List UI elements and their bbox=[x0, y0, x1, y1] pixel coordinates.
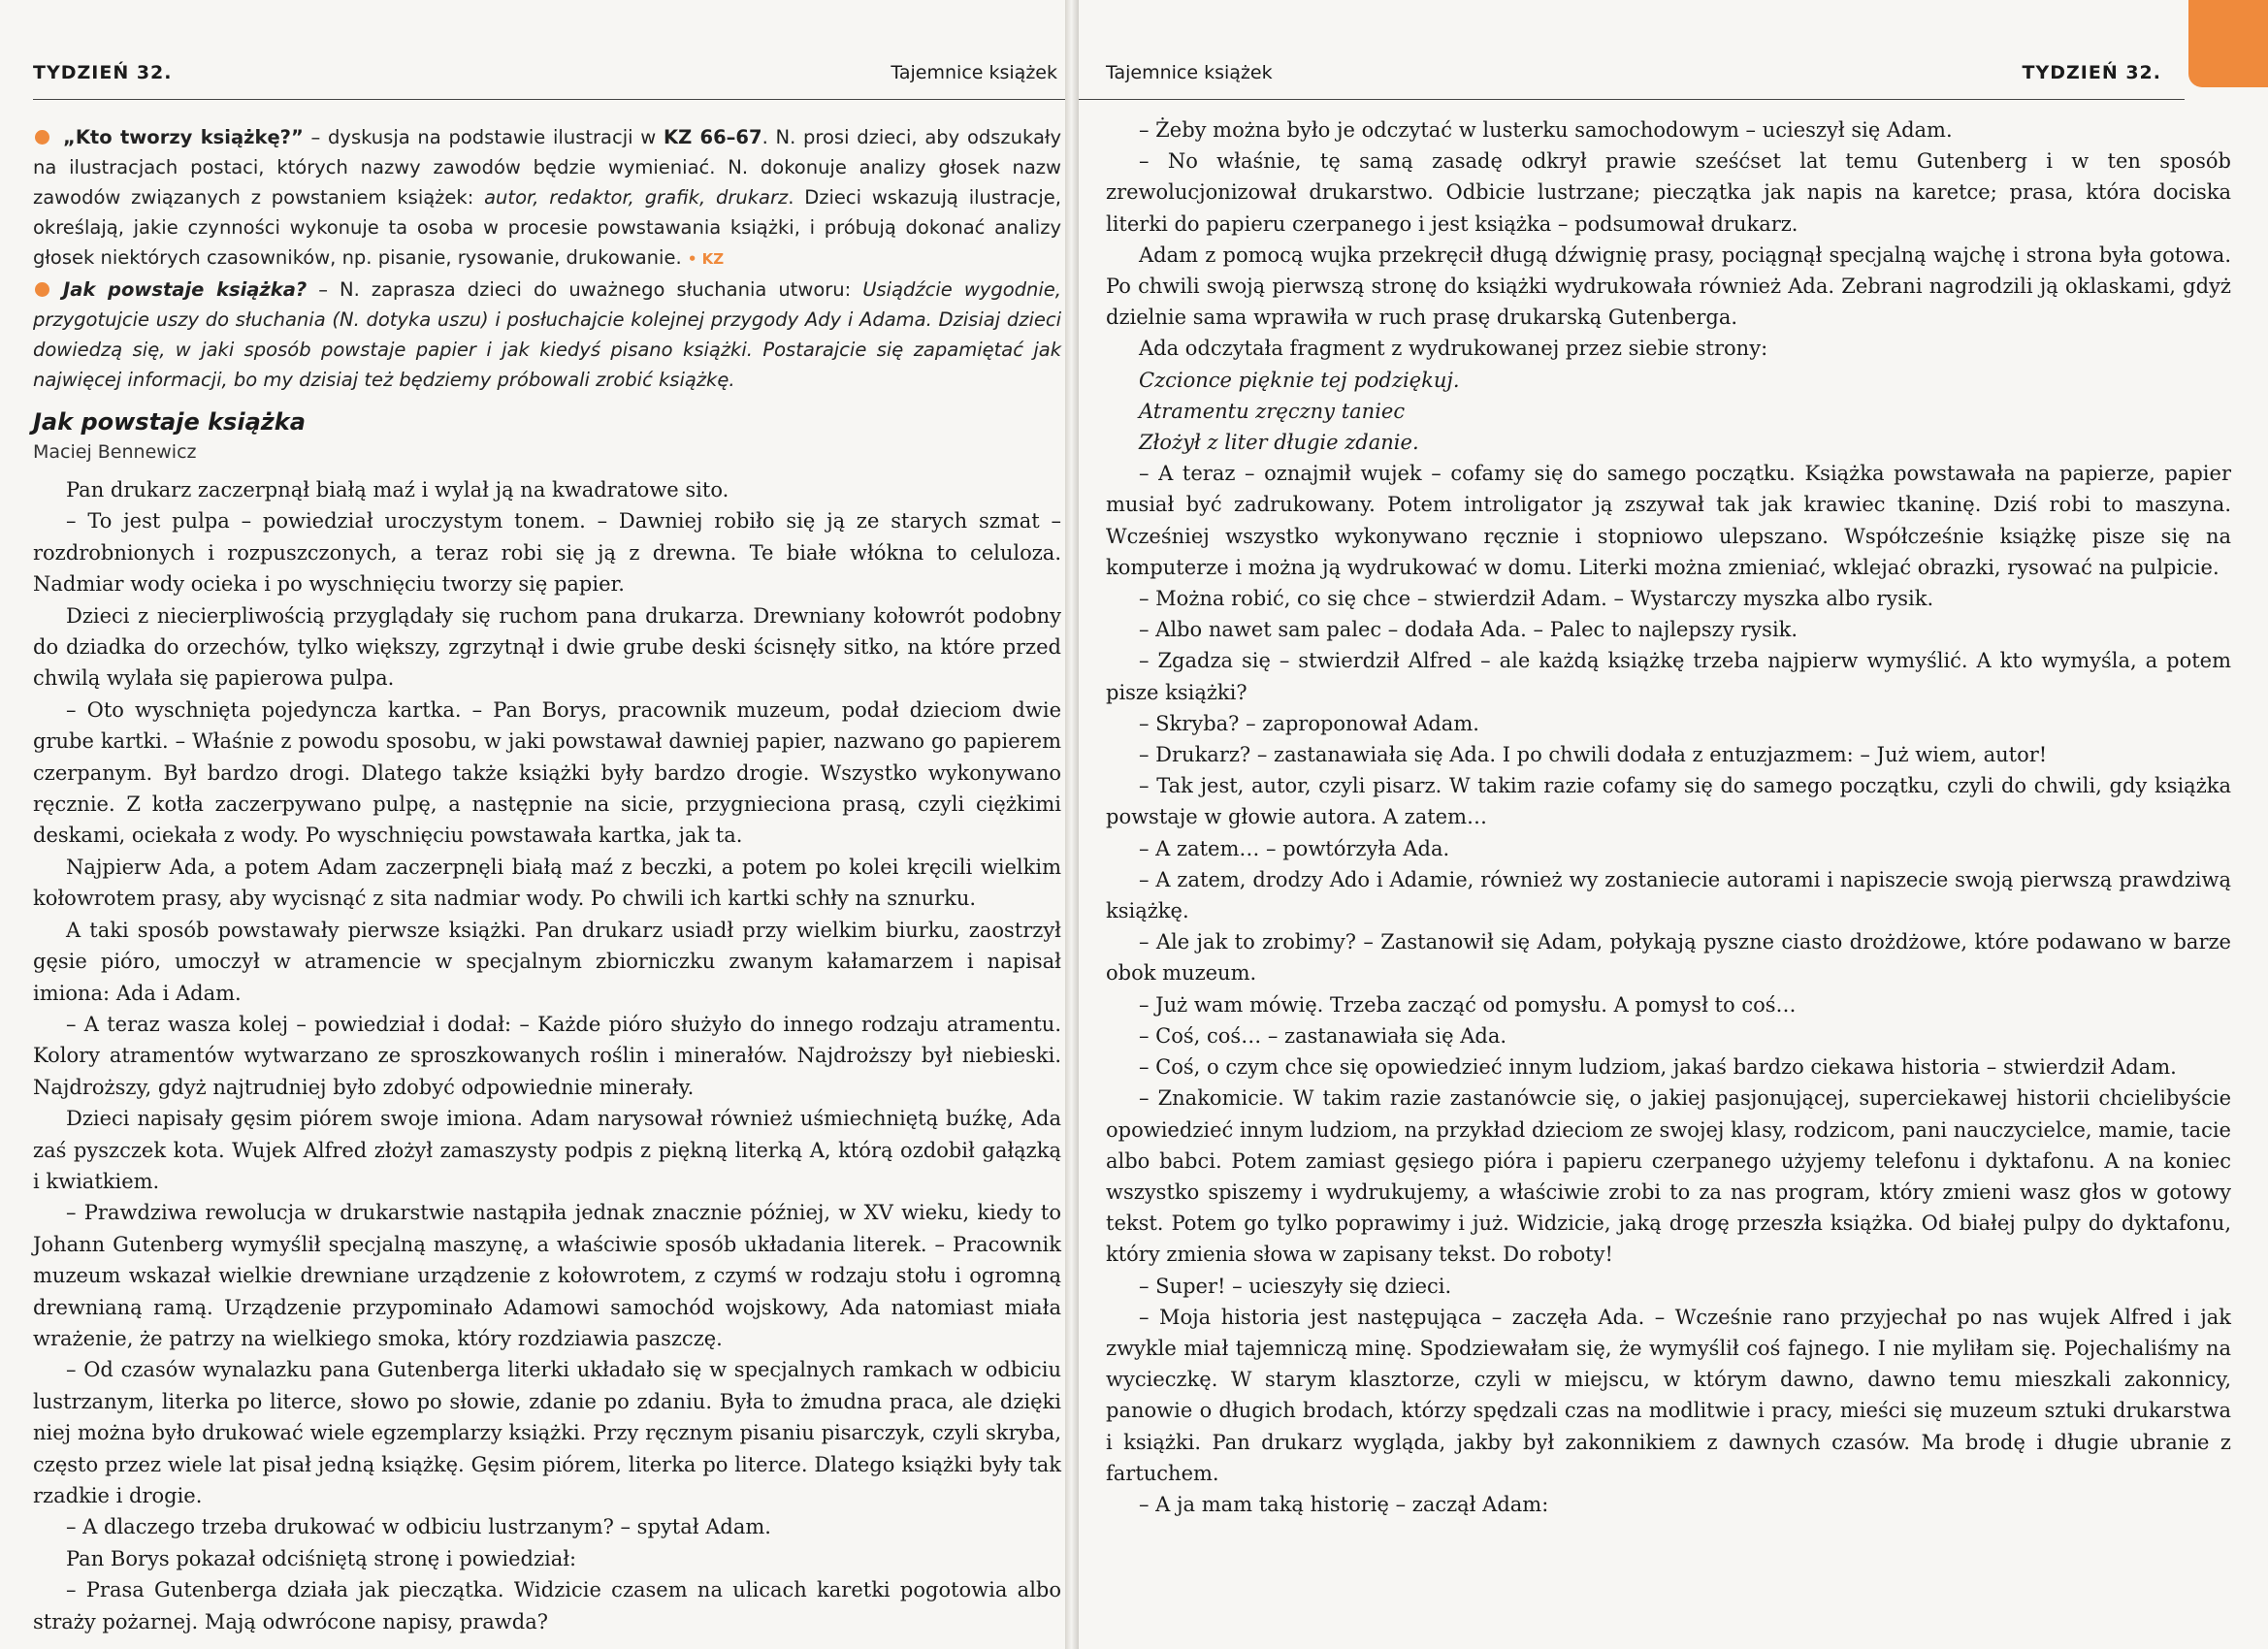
instruction-lead: Jak powstaje książka? bbox=[63, 278, 308, 301]
paragraph: Dzieci napisały gęsim piórem swoje imiona. Adam narysował również uśmiechniętą buźkę, Ada zaś pyszczek kota. Wujek Alfred złożył zamaszysty podpis z piękną literką A, którą ozdobił gałązką i kwiatkiem. bbox=[33, 1107, 1061, 1193]
right-column bbox=[1106, 114, 2231, 1520]
paragraph: Pan Borys pokazał odciśniętą stronę i powiedział: bbox=[66, 1546, 577, 1570]
section-title: Tajemnice książek bbox=[1106, 62, 1273, 83]
paragraph: – Już wam mówię. Trzeba zacząć od pomysłu. A pomysł to coś… bbox=[1139, 992, 1797, 1017]
poem-line: Czcionce pięknie tej podziękuj. bbox=[1139, 368, 1460, 392]
bullet-icon bbox=[35, 282, 49, 297]
kz-tag: • KZ bbox=[687, 250, 725, 268]
paragraph: – A zatem… – powtórzyła Ada. bbox=[1139, 836, 1450, 860]
header-rule bbox=[1079, 99, 2185, 100]
paragraph: – No właśnie, tę samą zasadę odkrył prawie sześćset lat temu Gutenberg i w ten sposób zrewolucjonizował drukarstwo. Odbicie lustrzane; pieczątka jak napis na karetce; prasa, która dociska literki do papieru czerpanego i jest książka – podsumował drukarz. bbox=[1106, 149, 2231, 236]
section-title: Tajemnice książek bbox=[891, 62, 1057, 83]
paragraph: – Od czasów wynalazku pana Gutenberga literki układało się w specjalnych ramkach w odbiciu lustrzanym, literka po literce, słowo po słowie, zdanie po zdaniu. Była to żmudna praca, ale dzięki niej można było drukować wiele egzemplarzy książki. Przy ręcznym pisaniu pisarczyk, czyli skryba, często przez wiele lat pisał jedną książkę. Gęsim piórem, literka po literce. Dlatego książki były tak rzadkie i drogie. bbox=[33, 1358, 1061, 1507]
paragraph: – Albo nawet sam palec – dodała Ada. – Palec to najlepszy rysik. bbox=[1139, 618, 1798, 642]
paragraph: Najpierw Ada, a potem Adam zaczerpnęli białą maź z beczki, a potem po kolei kręcili wielkim kołowrotem prasy, aby wycisnąć z sita nadmiar wody. Po chwili ich kartki schły na sznurku. bbox=[33, 855, 1061, 911]
week-label: TYDZIEŃ 32. bbox=[33, 62, 173, 83]
header-rule bbox=[33, 99, 1067, 100]
paragraph: – A dlaczego trzeba drukować w odbiciu lustrzanym? – spytał Adam. bbox=[66, 1515, 771, 1539]
instruction-lead: „Kto tworzy książkę?” bbox=[63, 126, 304, 148]
paragraph: – A ja mam taką historię – zaczął Adam: bbox=[1139, 1492, 1549, 1516]
paragraph: Ada odczytała fragment z wydrukowanej przez siebie strony: bbox=[1139, 337, 1768, 361]
paragraph: – Ale jak to zrobimy? – Zastanowił się Adam, połykają pyszne ciasto drożdżowe, które podawano w barze obok muzeum. bbox=[1106, 930, 2231, 986]
paragraph: – A teraz wasza kolej – powiedział i dodał: – Każde pióro służyło do innego rodzaju atramentu. Kolory atramentów wytwarzano ze sproszkowanych roślin i minerałów. Najdroższy był niebieski. Najdroższy, gdyż najtrudniej było zdobyć odpowiednie minerały. bbox=[33, 1012, 1061, 1099]
paragraph: Adam z pomocą wujka przekręcił długą dźwignię prasy, pociągnął specjalną wajchę i strona była gotowa. Po chwili swoją pierwszą stronę do książki wydrukowała również Ada. Zebrani nagrodzili ją oklaskami, gdyż dzielnie sama wprawiła w ruch prasę drukarską Gutenberga. bbox=[1106, 242, 2231, 330]
instruction-item: Jak powstaje książka? – N. zaprasza dzieci do uważnego słuchania utworu: Usiądźcie wygodnie, przygotujcie uszy do słuchania (N. dotyka uszu) i posłuchajcie kolejnej przygody Ady i Adama. Dzisiaj dzieci dowiedzą się, w jaki sposób powstaje papier i jak kiedyś pisano książki. Postarajcie się zapamiętać jak najwięcej informacji, bo my dzisiaj też będziemy próbowali zrobić książkę. bbox=[33, 278, 1061, 391]
paragraph: Dzieci z niecierpliwością przyglądały się ruchom pana drukarza. Drewniany kołowrót podobny do dziadka do orzechów, tylko większy, zgrzytnął i dwie grube deski ścisnęły sitko, na które przed chwilą wylała się papierowa pulpa. bbox=[33, 603, 1061, 691]
paragraph: – Tak jest, autor, czyli pisarz. W takim razie cofamy się do samego początku, czyli do chwili, gdy książka powstaje w głowie autora. A zatem… bbox=[1106, 774, 2231, 829]
paragraph: – Prawdziwa rewolucja w drukarstwie nastąpiła jednak znacznie później, w XV wieku, kiedy to Johann Gutenberg wymyślił specjalną maszynę, a właściwie sposób układania literek. – Pracownik muzeum wskazał wielkie drewniane urządzenie z kołowrotem, z czymś w rodzaju stołu i ogromną drewnianą ramą. Urządzenie przypominało Adamowi samochód wojskowy, Ada natomiast miała wrażenie, że patrzy na wielkiego smoka, który rozdziawia paszczę. bbox=[33, 1201, 1061, 1350]
paragraph: Pan drukarz zaczerpnął białą maź i wylał ją na kwadratowe sito. bbox=[66, 478, 729, 501]
week-label: TYDZIEŃ 32. bbox=[2022, 62, 2161, 83]
paragraph: – Zgadza się – stwierdził Alfred – ale każdą książkę trzeba najpierw wymyślić. A kto wymyśla, a potem pisze książki? bbox=[1106, 649, 2231, 704]
paragraph: – To jest pulpa – powiedział uroczystym tonem. – Dawniej robiło się ją ze starych szmat – rozdrobnionych i rozpuszczonych, a teraz robi się ją z drewna. Te białe włókna to celuloza. Nadmiar wody ocieka i po wyschnięciu tworzy się papier. bbox=[33, 509, 1061, 597]
paragraph: – A teraz – oznajmił wujek – cofamy się do samego początku. Książka powstawała na papierze, papier musiał być zadrukowany. Potem introligator ją zszywał tak jak krawiec tkaninę. Dziś robi to maszyna. Wcześniej wszystko wykonywano ręcznie i stopniowo ulepszano. Współcześnie książkę pisze się na komputerze i można ją wydrukować w domu. Literki można zmieniać, wklejać obrazki, rysować na pulpicie. bbox=[1106, 462, 2231, 579]
orange-page-tab bbox=[2188, 0, 2268, 87]
story-text bbox=[1106, 114, 2231, 1520]
paragraph: – Żeby można było je odczytać w lusterku samochodowym – ucieszył się Adam. bbox=[1139, 118, 1953, 142]
paragraph: – Coś, coś… – zastanawiała się Ada. bbox=[1139, 1023, 1507, 1048]
paragraph: – Skryba? – zaproponował Adam. bbox=[1139, 711, 1479, 735]
paragraph: – Coś, o czym chce się opowiedzieć innym ludziom, jakaś bardzo ciekawa historia – stwierdził Adam. bbox=[1139, 1055, 2177, 1080]
paragraph: – Prasa Gutenberga działa jak pieczątka. Widzicie czasem na ulicach karetki pogotowia albo straży pożarnej. Mają odwrócone napisy, prawda? bbox=[33, 1578, 1061, 1633]
right-page bbox=[1079, 0, 2268, 1649]
instruction-item: „Kto tworzy książkę?” – dyskusja na podstawie ilustracji w KZ 66–67. N. prosi dzieci, aby odszukały na ilustracjach postaci, których nazwy zawodów będzie wymieniać. N. dokonuje analizy głosek nazw zawodów związanych z powstaniem książek: autor, redaktor, grafik, drukarz. Dzieci wskazują ilustracje, określają, jakie czynności wykonuje ta osoba w procesie powstawania książki, i próbują dokonać analizy głosek niektórych czasowników, np. pisanie, rysowanie, drukowanie. • KZ bbox=[33, 126, 1061, 269]
instruction-quote: Usiądźcie wygodnie, przygotujcie uszy do słuchania (N. dotyka uszu) i posłuchajcie kolejnej przygody Ady i Adama. Dzisiaj dzieci dowiedzą się, w jaki sposób powstaje papier i jak kiedyś pisano książki. Postarajcie się zapamiętać jak najwięcej informacji, bo my dzisiaj też będziemy próbowali zrobić książkę. bbox=[33, 278, 1061, 391]
paragraph: – Drukarz? – zastanawiała się Ada. I po chwili dodała z entuzjazmem: – Już wiem, autor! bbox=[1139, 743, 2048, 767]
paragraph: – Można robić, co się chce – stwierdził Adam. – Wystarczy myszka albo rysik. bbox=[1139, 587, 1934, 611]
paragraph: A taki sposób powstawały pierwsze książki. Pan drukarz usiadł przy wielkim biurku, zaostrzył gęsie pióro, umoczył w atramencie w specjalnym zbiorniczku zwanym kałamarzem i napisał imiona: Ada i Adam. bbox=[33, 918, 1061, 1005]
left-page bbox=[0, 0, 1067, 1649]
story-title: Jak powstaje książka bbox=[33, 408, 306, 436]
bullet-icon bbox=[35, 130, 49, 145]
kz-reference: KZ 66–67 bbox=[663, 126, 762, 148]
paragraph: – Moja historia jest następująca – zaczęła Ada. – Wcześnie rano przyjechał po nas wujek Alfred i jak zwykle miał tajemniczą minę. Spodziewałam się, że wymyślił coś fajnego. I nie myliłam się. Pojechaliśmy na wycieczkę. W starym klasztorze, czyli w miejscu, w którym dawno, dawno temu mieszkali zakonnicy, panowie o długich brodach, którzy spędzali czas na modlitwie i pracy, mieści się muzeum sztuki drukarstwa i książki. Pan drukarz wygląda, jakby był zakonnikiem z dawnych czasów. Ma brodę i długie ubranie z fartuchem. bbox=[1106, 1305, 2231, 1485]
story-text bbox=[33, 474, 1061, 1637]
story-author: Maciej Bennewicz bbox=[33, 441, 197, 463]
paragraph: – Super! – ucieszyły się dzieci. bbox=[1139, 1274, 1452, 1298]
paragraph: – Oto wyschnięta pojedyncza kartka. – Pan Borys, pracownik muzeum, podał dzieciom dwie grube kartki. – Właśnie z powodu sposobu, w jaki powstawał dawniej papier, nazwano go papierem czerpanym. Był bardzo drogi. Dlatego także książki były bardzo drogie. Wszystko wykonywano ręcznie. Z kotła zaczerpywano pulpę, a następnie na sicie, przygnieciona prasą, czyli ciężkimi deskami, ociekała z wody. Po wyschnięciu powstawała kartka, jak ta. bbox=[33, 697, 1061, 848]
poem-line: Złożył z liter długie zdanie. bbox=[1139, 431, 1419, 455]
left-column bbox=[33, 122, 1061, 1637]
paragraph: – A zatem, drodzy Ado i Adamie, również wy zostaniecie autorami i napiszecie swoją pierwszą prawdziwą książkę. bbox=[1106, 867, 2231, 923]
paragraph: – Znakomicie. W takim razie zastanówcie się, o jakiej pasjonującej, superciekawej historii chcielibyście opowiedzieć innym ludziom, na przykład dzieciom ze swojej klasy, rodzicom, pani nauczycielce, mamie, tacie albo babci. Potem zamiast gęsiego pióra i papieru czerpanego użyjemy telefonu i dyktafonu. A na koniec wszystko spiszemy i wydrukujemy, a właściwie zrobi to za nas program, który zmieni wasz głos w gotowy tekst. Potem go tylko poprawimy i już. Widzicie, jaką drogę przeszła książka. Od białej pulpy do dyktafonu, który zmienia słowa w zapisany tekst. Do roboty! bbox=[1106, 1086, 2231, 1267]
poem-line: Atramentu zręczny taniec bbox=[1139, 399, 1406, 423]
